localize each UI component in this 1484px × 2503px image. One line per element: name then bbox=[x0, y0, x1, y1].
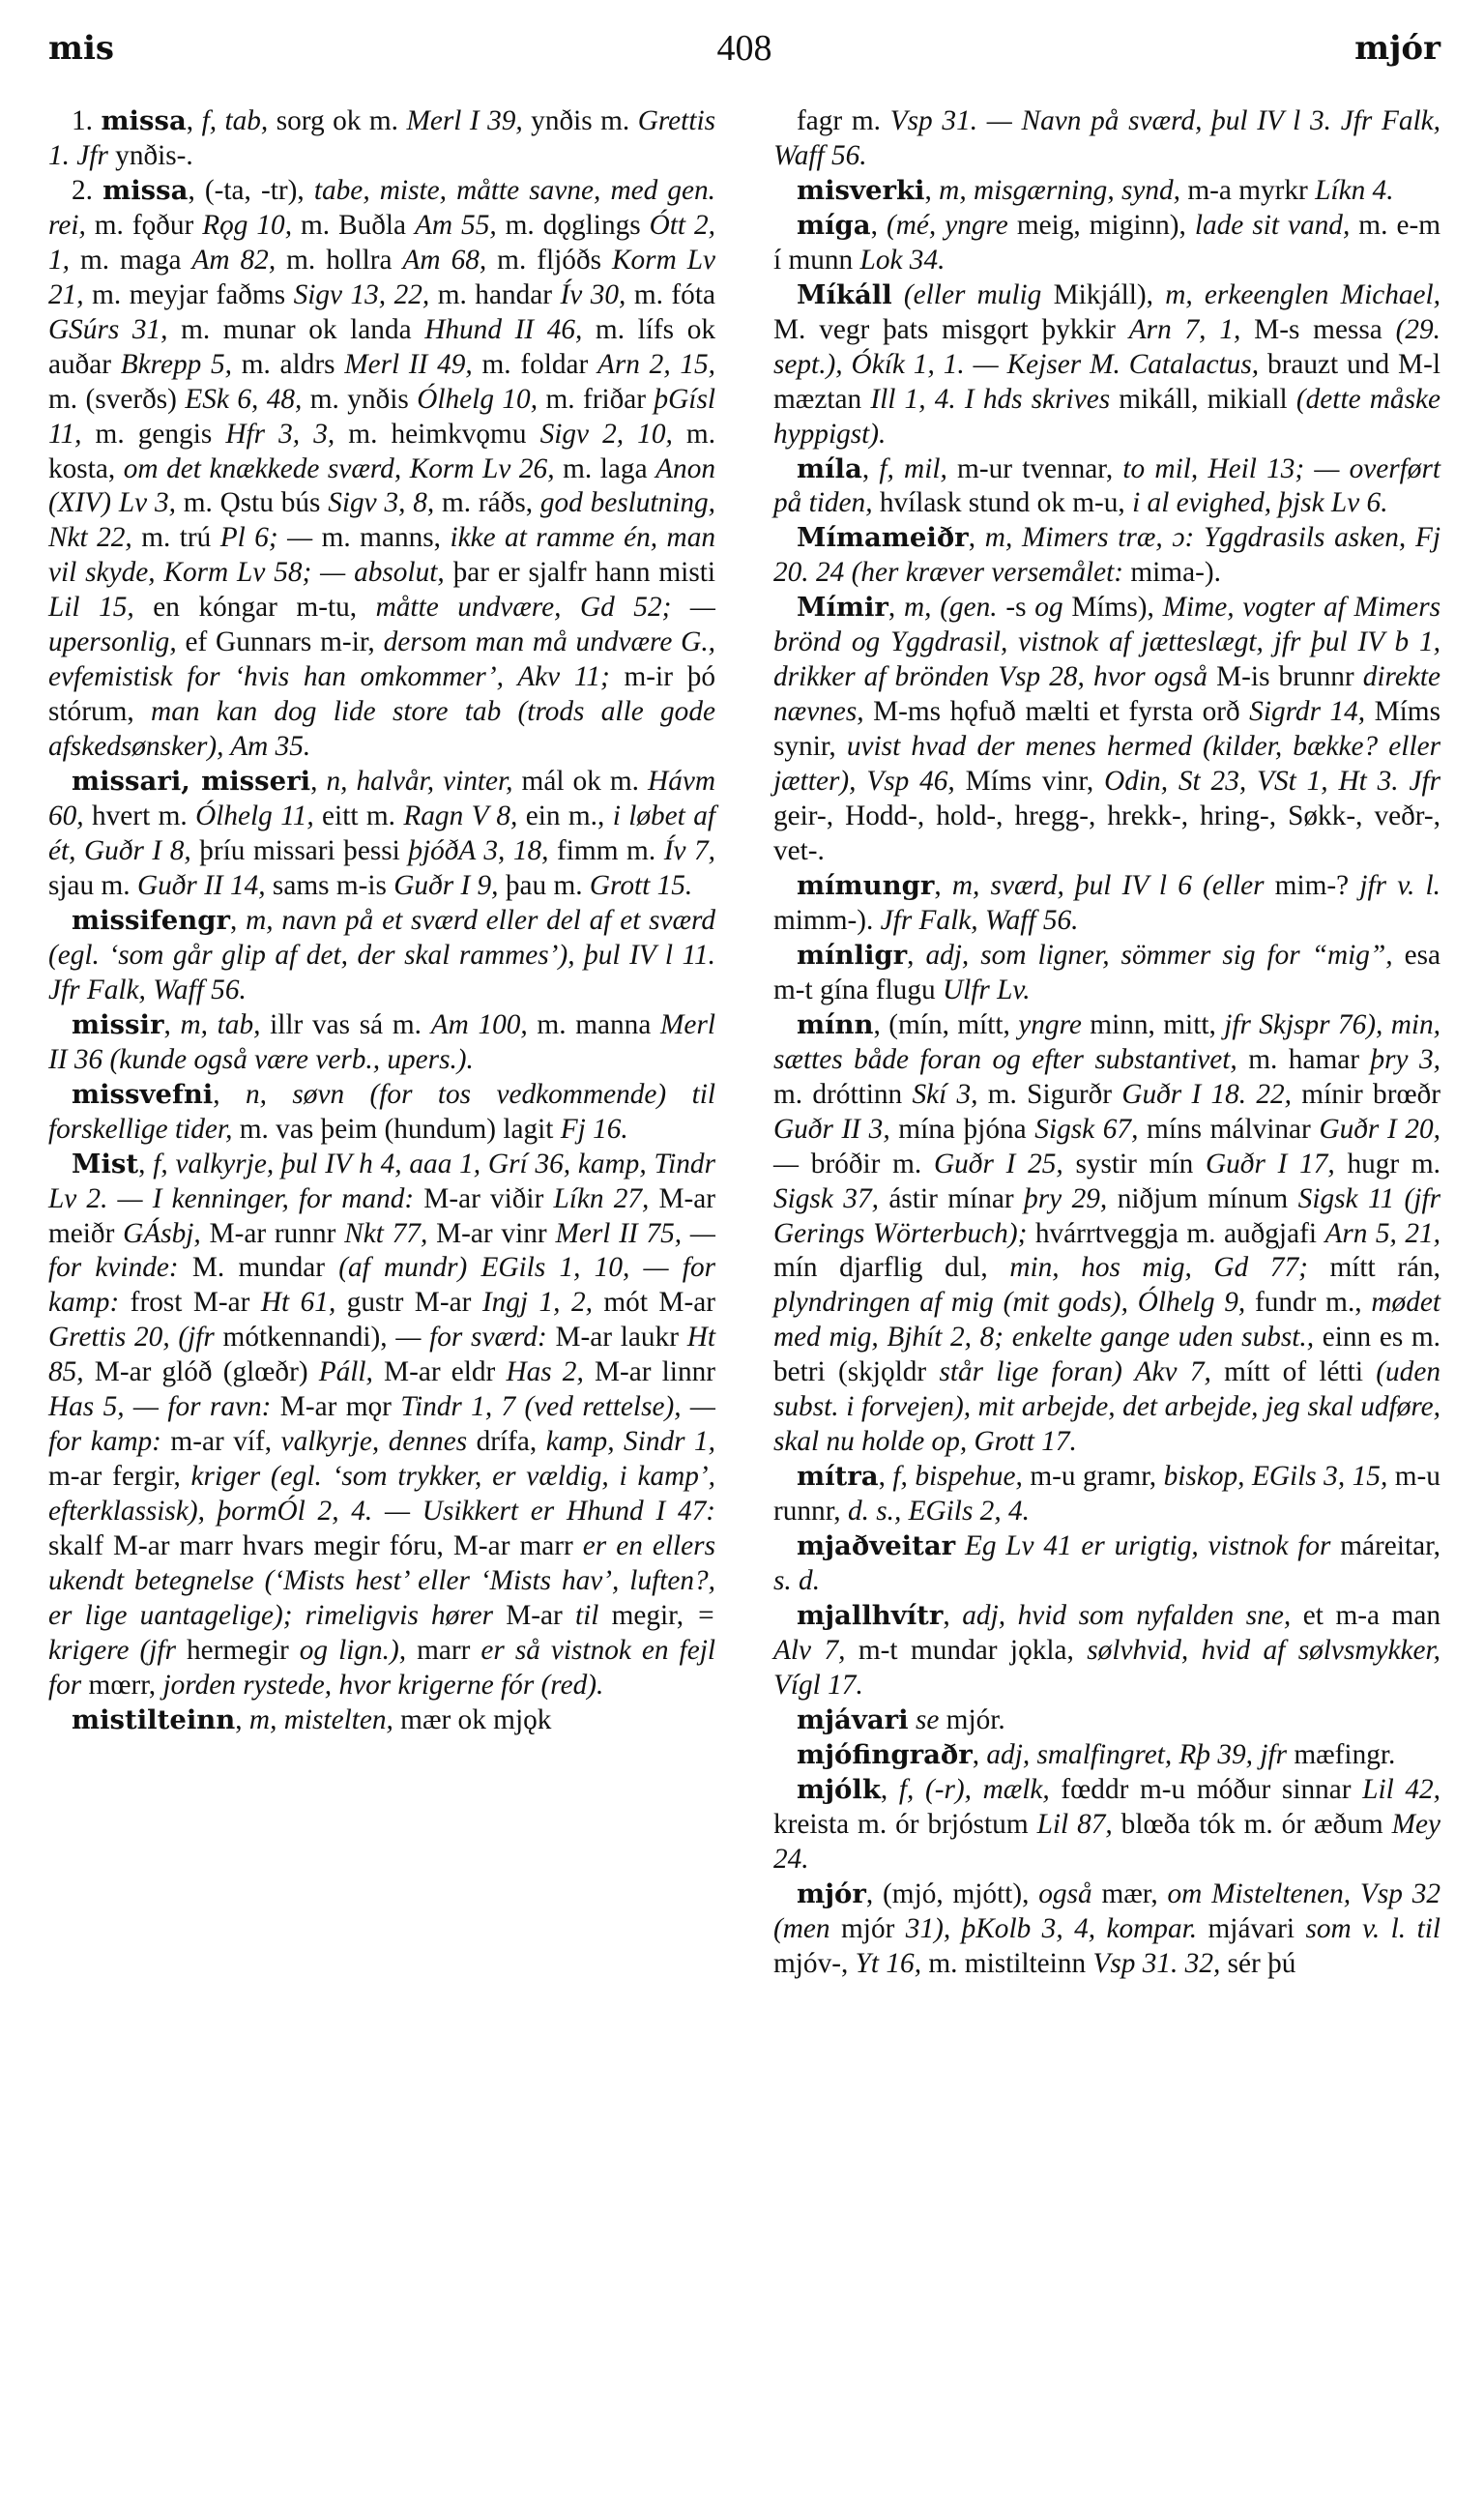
right-column bbox=[773, 104, 1440, 1981]
dictionary-entry: mímungr, m, sværd, þul IV l 6 (eller mim-? jfr v. l. mimm-). Jfr Falk, Waff 56. bbox=[773, 869, 1440, 936]
dictionary-entry: 2. missa, (-ta, -tr), tabe, miste, måtte savne, med gen. rei, m. fǫður Rǫg 10, m. Buðla Am 55, m. dǫglings Ótt 2, 1, m. maga Am 82, m. hollra Am 68, m. fljóðs Korm Lv 21, m. meyjar faðms Sigv 13, 22, m. handar Ív 30, m. fóta GSúrs 31, m. munar ok landa Hhund II 46, m. lífs ok auðar Bkrepp 5, m. aldrs Merl II 49, m. foldar Arn 2, 15, m. (sverðs) ESk 6, 48, m. ynðis Ólhelg 10, m. friðar þGísl 11, m. gengis Hfr 3, 3, m. heimkvǫmu Sigv 2, 10, m. kosta, om det knækkede sværd, Korm Lv 26, m. laga Anon (XIV) Lv 3, m. Ǫstu bús Sigv 3, 8, m. ráðs, god beslutning, Nkt 22, m. trú Pl 6; — m. manns, ikke at ramme én, man vil skyde, Korm Lv 58; — absolut, þar er sjalfr hann misti Lil 15, en kóngar m-tu, måtte undvære, Gd 52; — upersonlig, ef Gunnars m-ir, dersom man må undvære G., evfemistisk for ‘hvis han omkommer’, Akv 11; m-ir þó stórum, man kan dog lide store tab (trods alle gode afskedsønsker), Am 35. bbox=[48, 174, 716, 763]
dictionary-entry: Míkáll (eller mulig Mikjáll), m, erkeenglen Michael, M. vegr þats misgǫrt þykkir Arn 7, 1, M-s messa (29. sept.), Ókík 1, 1. — Kejser M. Catalactus, brauzt und M-l mæztan Ill 1, 4. I hds skrives mikáll, mikiall (dette måske hyppigst). bbox=[773, 278, 1440, 450]
dictionary-entry: mínn, (mín, mítt, yngre minn, mitt, jfr Skjspr 76), min, sættes både foran og efter substantivet, m. hamar þry 3, m. dróttinn Skí 3, m. Sigurðr Guðr I 18. 22, mínir brœðr Guðr II 3, mína þjóna Sigsk 67, míns málvinar Guðr I 20, — bróðir m. Guðr I 25, systir mín Guðr I 17, hugr m. Sigsk 37, ástir mínar þry 29, niðjum mínum Sigsk 11 (jfr Gerings Wörterbuch); hvárrtveggja m. auðgjafi Arn 5, 21, mín djarflig dul, min, hos mig, Gd 77; mítt rán, plyndringen af mig (mit gods), Ólhelg 9, fundr m., mødet med mig, Bjhít 2, 8; enkelte gange uden subst., einn es m. betri (skjǫldr står lige foran) Akv 7, mítt of létti (uden subst. i forvejen), mit arbejde, det arbejde, jeg skal udføre, skal nu holde op, Grott 17. bbox=[773, 1008, 1441, 1458]
dictionary-entry: mjávari se mjór. bbox=[797, 1703, 1005, 1735]
right-running-headword: mjór bbox=[1354, 29, 1440, 68]
left-column bbox=[48, 104, 715, 1738]
left-running-headword: mis bbox=[48, 29, 115, 68]
dictionary-entry: míga, (mé, yngre meig, miginn), lade sit vand, m. e-m í munn Lok 34. bbox=[773, 209, 1440, 276]
dictionary-entry: missari, misseri, n, halvår, vinter, mál ok m. Hávm 60, hvert m. Ólhelg 11, eitt m. Ragn V 8, ein m., i løbet af ét, Guðr I 8, þríu missari þessi þjóðA 3, 18, fimm m. Ív 7, sjau m. Guðr II 14, sams m-is Guðr I 9, þau m. Grott 15. bbox=[48, 766, 715, 901]
dictionary-entry: mítra, f, bispehue, m-u gramr, biskop, EGils 3, 15, m-u runnr, d. s., EGils 2, 4. bbox=[773, 1461, 1440, 1528]
dictionary-entry: mistilteinn, m, mistelten, mær ok mjǫk bbox=[72, 1703, 552, 1735]
dictionary-entry: Mímir, m, (gen. -s og Míms), Mime, vogter af Mimers brönd og Yggdrasil, vistnok af jætteslægt, jfr þul IV b 1, drikker af brönden Vsp 28, hvor også M-is brunnr direkte nævnes, M-ms hǫfuð mælti et fyrsta orð Sigrdr 14, Míms synir, uvist hvad der menes hermed (kilder, bække? eller jætter), Vsp 46, Míms vinr, Odin, St 23, VSt 1, Ht 3. Jfr geir-, Hodd-, hold-, hregg-, hrekk-, hring-, Søkk-, veðr-, vet-. bbox=[773, 592, 1441, 867]
dictionary-entry: missir, m, tab, illr vas sá m. Am 100, m. manna Merl II 36 (kunde også være verb., upers.). bbox=[48, 1008, 715, 1075]
dictionary-entry: mjólk, f, (-r), mælk, fœddr m-u móður sinnar Lil 42, kreista m. ór brjóstum Lil 87, blœða tók m. ór æðum Mey 24. bbox=[773, 1773, 1440, 1875]
dictionary-entry: mjallhvítr, adj, hvid som nyfalden sne, et m-a man Alv 7, m-t mundar jǫkla, sølvhvid, hvid af sølvsmykker, Vígl 17. bbox=[773, 1599, 1440, 1701]
page-number: 408 bbox=[716, 28, 772, 69]
dictionary-entry: missvefni, n, søvn (for tos vedkommende) til forskellige tider, m. vas þeim (hundum) lagit Fj 16. bbox=[48, 1078, 716, 1145]
dictionary-entry: mjór, (mjó, mjótt), også mær, om Misteltenen, Vsp 32 (men mjór 31), þKolb 3, 4, kompar. mjávari som v. l. til mjóv-, Yt 16, m. mistilteinn Vsp 31. 32, sér þú bbox=[773, 1877, 1440, 1979]
dictionary-entry: Mist, f, valkyrje, þul IV h 4, aaa 1, Grí 36, kamp, Tindr Lv 2. — I kenninger, for mand: M-ar viðir Líkn 27, M-ar meiðr GÁsbj, M-ar runnr Nkt 77, M-ar vinr Merl II 75, — for kvinde: M. mundar (af mundr) EGils 1, 10, — for kamp: frost M-ar Ht 61, gustr M-ar Ingj 1, 2, mót M-ar Grettis 20, (jfr mótkennandi), — for sværd: M-ar laukr Ht 85, M-ar glóð (glœðr) Páll, M-ar eldr Has 2, M-ar linnr Has 5, — for ravn: M-ar mǫr Tindr 1, 7 (ved rettelse), — for kamp: m-ar víf, valkyrje, dennes drífa, kamp, Sindr 1, m-ar fergir, kriger (egl. ‘som trykker, er vældig, i kamp’, efterklassisk), þormÓl 2, 4. — Usikkert er Hhund I 47: skalf M-ar marr hvars megir fóru, M-ar marr er en ellers ukendt betegnelse (‘Mists hest’ eller ‘Mists hav’, luften?, er lige uantagelige); rimeligvis hører M-ar til megir, = krigere (jfr hermegir og lign.), marr er så vistnok en fejl for mœrr, jorden rystede, hvor krigerne fór (red). bbox=[48, 1148, 716, 1701]
page-header bbox=[48, 25, 1440, 83]
dictionary-entry: missifengr, m, navn på et sværd eller del af et sværd (egl. ‘som går glip af det, der skal rammes’), þul IV l 11. Jfr Falk, Waff 56. bbox=[48, 904, 716, 1005]
dictionary-entry: mjófingraðr, adj, smalfingret, Rþ 39, jfr mæfingr. bbox=[797, 1738, 1396, 1770]
dictionary-entry: misverki, m, misgærning, synd, m-a myrkr Líkn 4. bbox=[797, 174, 1394, 206]
dictionary-entry: fagr m. Vsp 31. — Navn på sværd, þul IV l 3. Jfr Falk, Waff 56. bbox=[773, 105, 1440, 171]
dictionary-entry: mínligr, adj, som ligner, sömmer sig for “mig”, esa m-t gína flugu Ulfr Lv. bbox=[773, 939, 1440, 1005]
dictionary-entry: míla, f, mil, m-ur tvennar, to mil, Heil 13; — overført på tiden, hvílask stund ok m-u, i al evighed, þjsk Lv 6. bbox=[773, 452, 1440, 519]
dictionary-entry: 1. missa, f, tab, sorg ok m. Merl I 39, ynðis m. Grettis 1. Jfr ynðis-. bbox=[48, 105, 715, 171]
dictionary-entry: Mímameiðr, m, Mimers træ, ɔ: Yggdrasils asken, Fj 20. 24 (her kræver versemålet: mima-). bbox=[773, 522, 1440, 589]
dictionary-entry: mjaðveitar Eg Lv 41 er urigtig, vistnok for máreitar, s. d. bbox=[773, 1530, 1440, 1597]
